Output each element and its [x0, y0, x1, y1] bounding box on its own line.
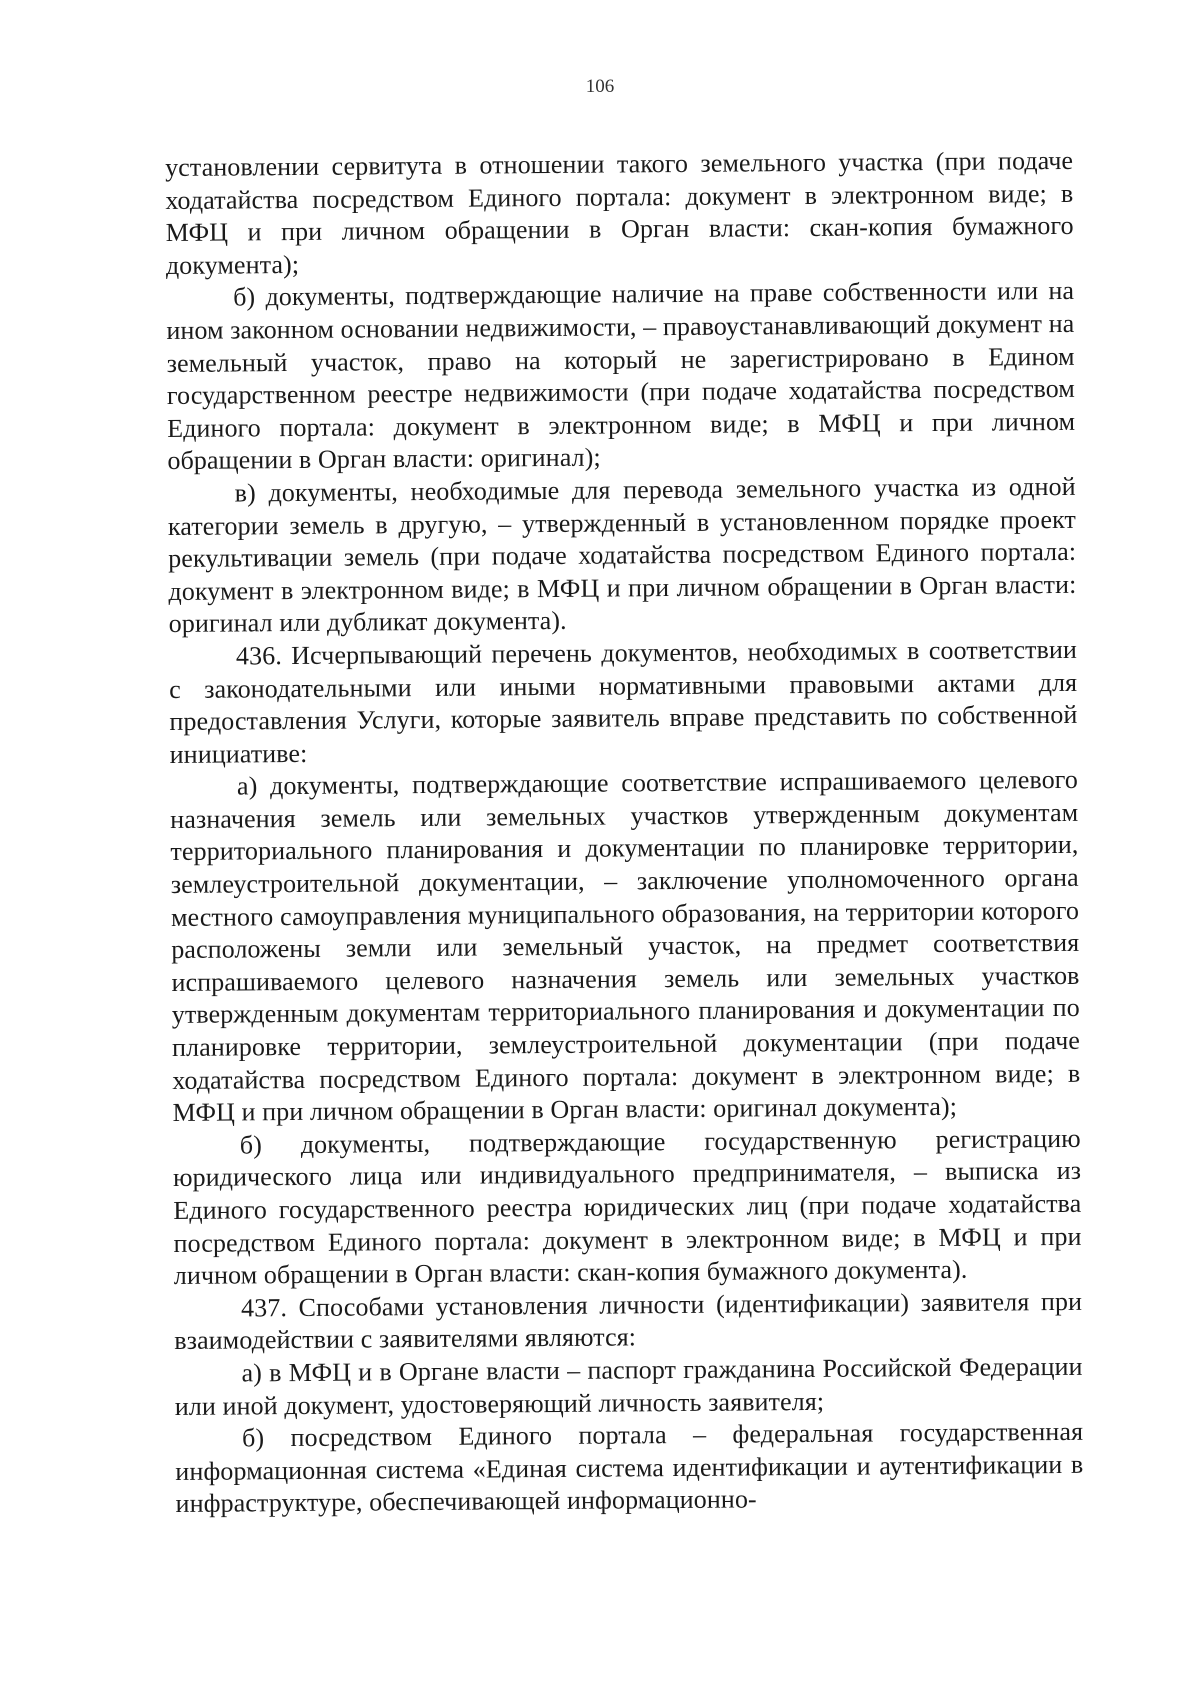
paragraph-item-b-unified-portal: б) посредством Единого портала – федеральная государственная информационная система «Единая система идентификации и аутентификации в инфраструктуре, обеспечивающей информационно- [175, 1416, 1084, 1519]
paragraph-continuation: установлении сервитута в отношении такого земельного участка (при подаче ходатайства посредством Единого портала: документ в электронном виде; в МФЦ и при личном обращении в Орган власти: скан-копия бумажного документа); [165, 145, 1074, 280]
paragraph-item-v-land-transfer-documents: в) документы, необходимые для перевода земельного участка из одной категории земель в другую, – утвержденный в установленном порядке проект рекультивации земель (при подаче ходатайства посредством Единого портала: документ в электронном виде; в МФЦ и при личном обращении в Орган власти: оригинал или дубликат документа). [167, 471, 1077, 639]
paragraph-item-b-registration-documents: б) документы, подтверждающие государственную регистрацию юридического лица или индивидуального предпринимателя, – выписка из Единого государственного реестра юридических лиц (при подаче ходатайства посредством Единого портала: документ в электронном виде; в МФЦ и при личном обращении в Орган власти: скан-копия бумажного документа). [172, 1123, 1082, 1291]
page-number: 106 [585, 76, 615, 97]
paragraph-item-a-conformity-documents: а) документы, подтверждающие соответствие испрашиваемого целевого назначения земель или земельных участков утвержденным документам территориального планирования и документации по планировке территории, землеустроительной документации, – заключение уполномоченного органа местного самоуправления муниципального образования, на территории которого расположены земли или земельный участок, на предмет соответствия испрашиваемого целевого назначения земель или земельных участков утвержденным документам территориального планирования и документации по планировке территории, землеустроительной документации (при подаче ходатайства посредством Единого портала: документ в электронном виде; в МФЦ и при личном обращении в Орган власти: оригинал документа); [170, 765, 1081, 1128]
document-body [165, 145, 1084, 1521]
paragraph-item-a-mfc-passport: а) в МФЦ и в Органе власти – паспорт гражданина Российской Федерации или иной документ, удостоверяющий личность заявителя; [174, 1351, 1083, 1421]
paragraph-item-b-ownership-documents: б) документы, подтверждающие наличие на праве собственности или на ином законном основании недвижимости, – правоустанавливающий документ на земельный участок, право на который не зарегистрировано в Едином государственном реестре недвижимости (при подаче ходатайства посредством Единого портала: документ в электронном виде; в МФЦ и при личном обращении в Орган власти: оригинал); [166, 276, 1076, 476]
paragraph-437-identification-methods: 437. Способами установления личности (идентификации) заявителя при взаимодействии с заявителями являются: [174, 1286, 1083, 1356]
paragraph-436-documents-list: 436. Исчерпывающий перечень документов, необходимых в соответствии с законодательными или иными нормативными правовыми актами для предоставления Услуги, которые заявитель вправе представить по собственной инициативе: [169, 634, 1078, 769]
